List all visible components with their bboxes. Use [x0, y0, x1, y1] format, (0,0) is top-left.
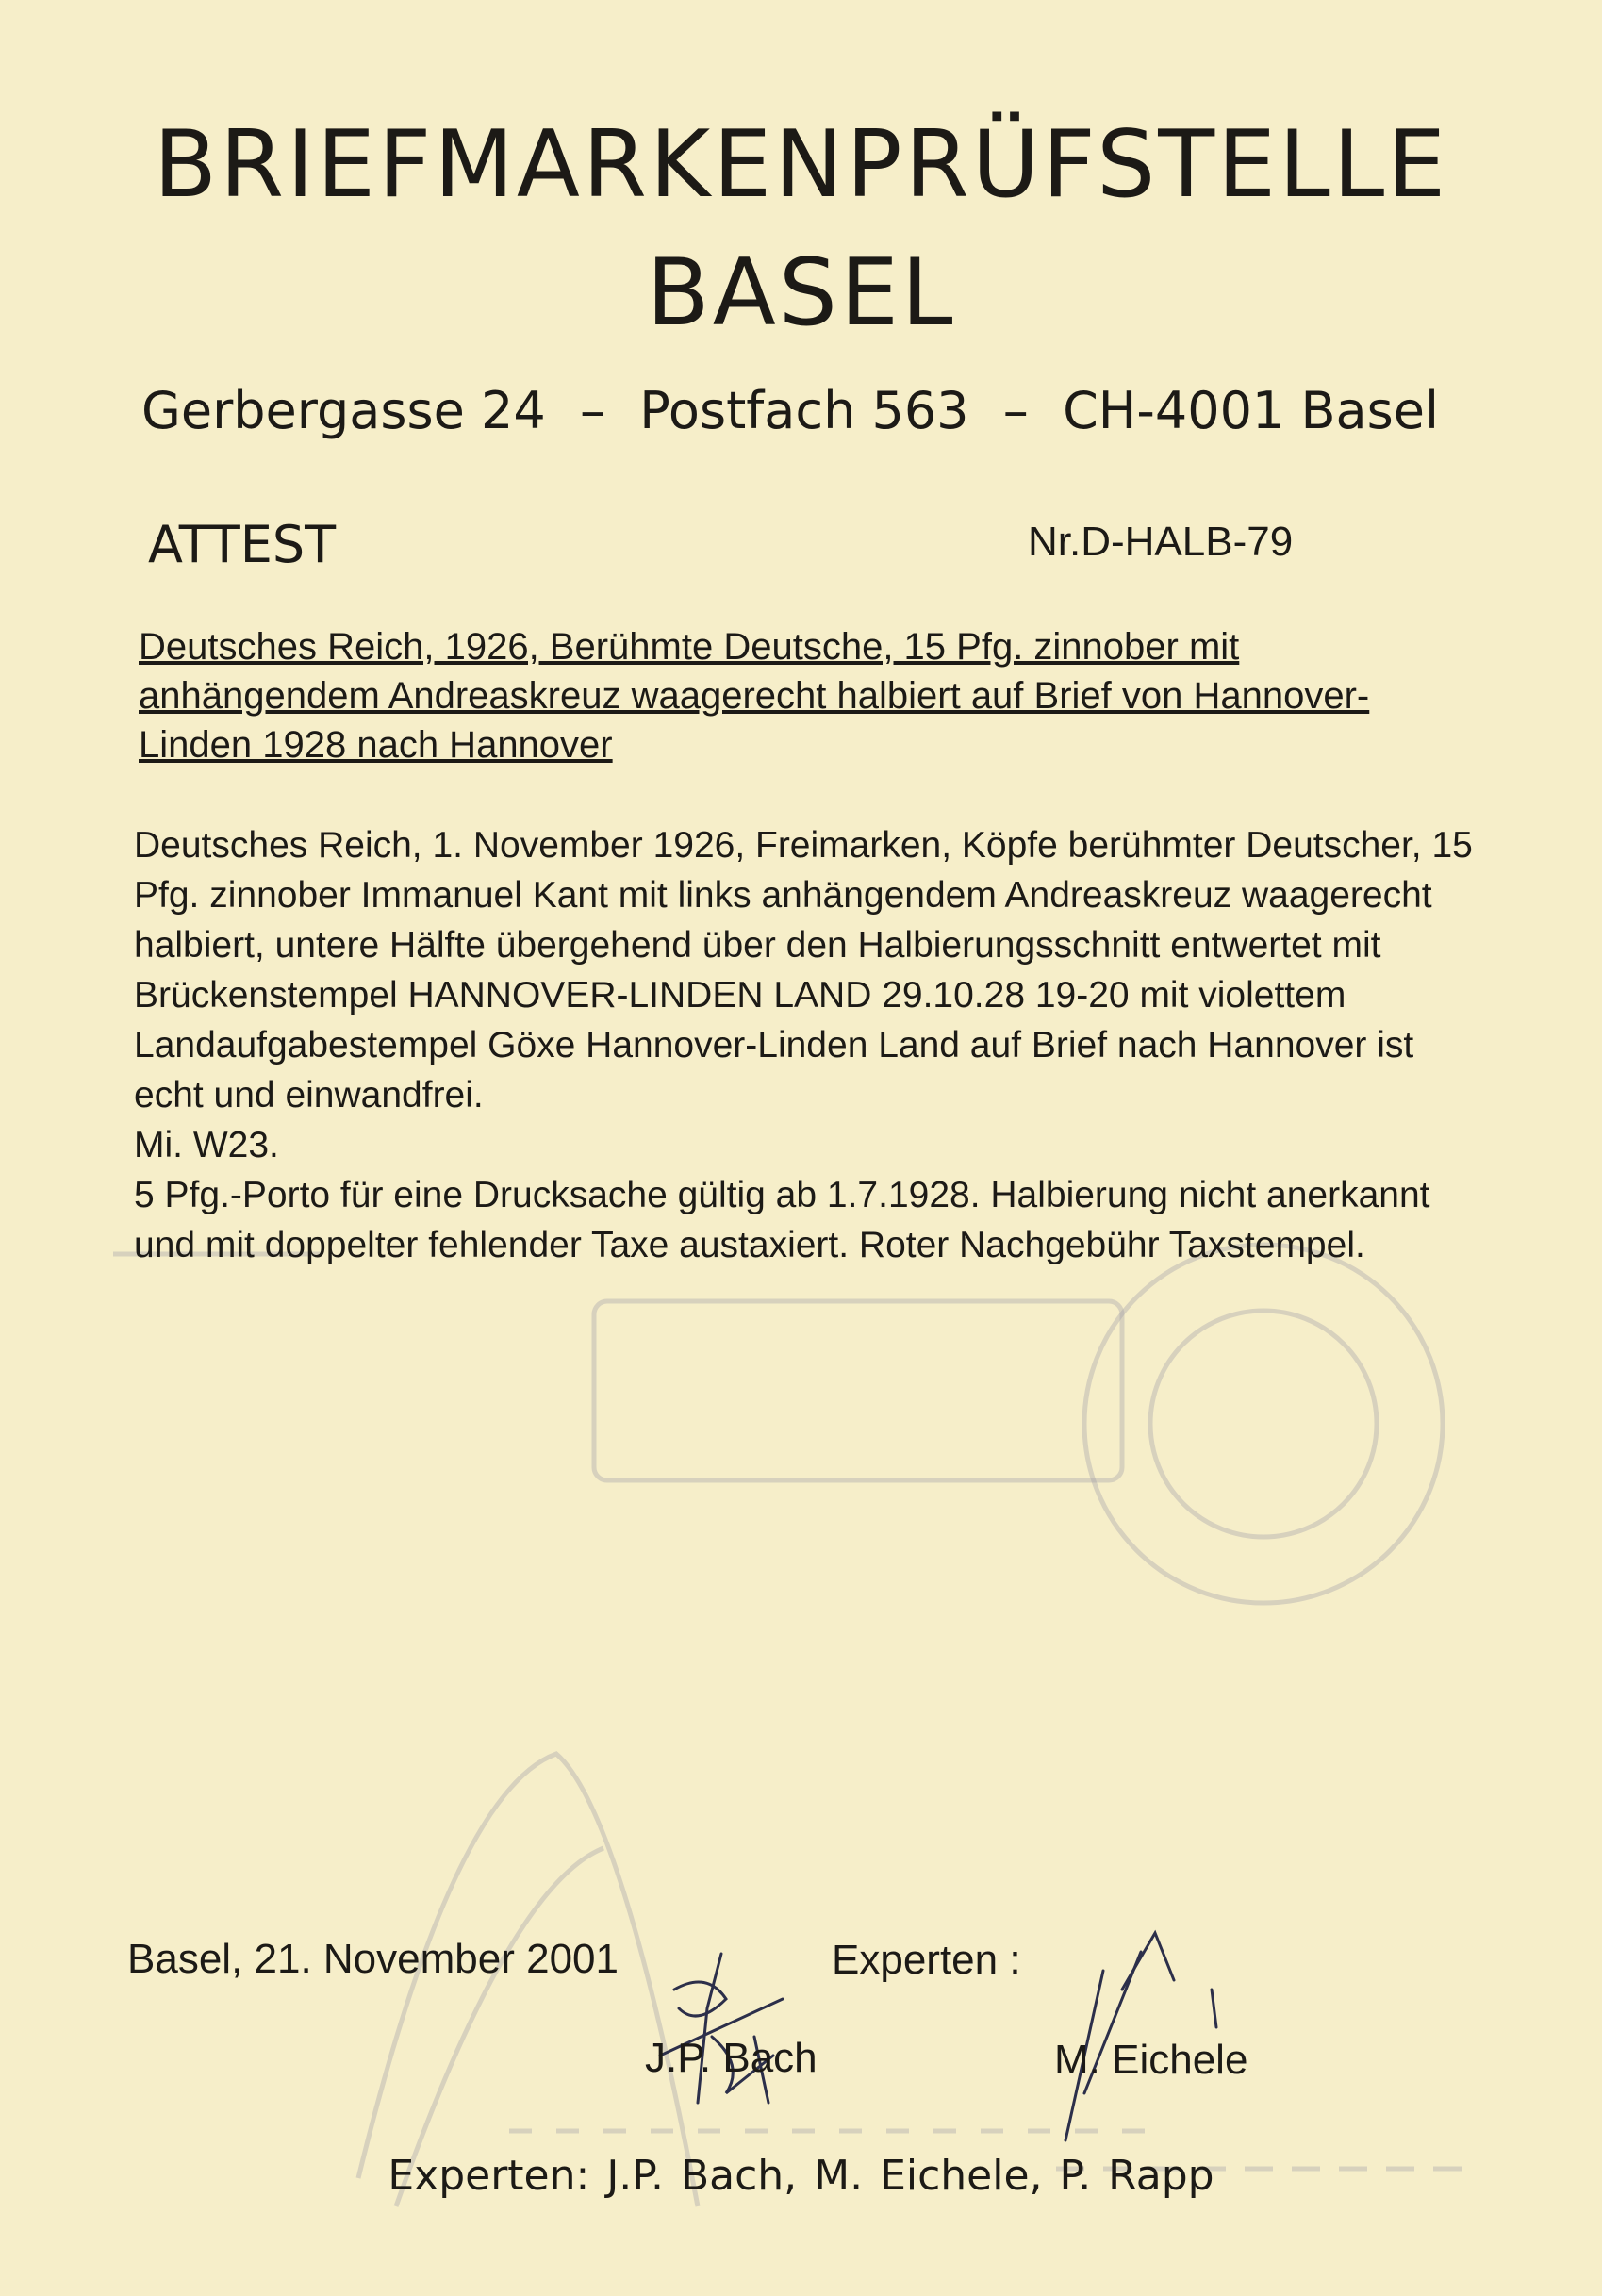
place-date: Basel, 21. November 2001	[127, 1936, 619, 1982]
expert-roster-footer: Experten: J.P. Bach, M. Eichele, P. Rapp	[388, 2152, 1214, 2200]
address-line	[141, 381, 1439, 440]
catalog-reference: Mi. W23.	[134, 1125, 279, 1165]
institute-name: BRIEFMARKENPRÜFSTELLE	[153, 111, 1449, 219]
subject-heading: Deutsches Reich, 1926, Berühmte Deutsche, 15 Pfg. zinnober mit anhängendem Andreaskreuz waagerecht halbiert auf Brief von Hannover-Linden 1928 nach Hannover	[139, 626, 1370, 766]
experts-label: Experten :	[832, 1937, 1021, 1983]
institute-city: BASEL	[646, 240, 956, 347]
expert-eichele-name: M. Eichele	[1054, 2037, 1248, 2083]
bleed-through-stamps	[113, 1226, 1509, 2244]
description-paragraph: Deutsches Reich, 1. November 1926, Freimarken, Köpfe berühmter Deutscher, 15 Pfg. zinnober Immanuel Kant mit links anhängendem Andreaskreuz waagerecht halbiert, untere Hälfte übergehend über den Halbierungsschnitt entwertet mit Brückenstempel HANNOVER-LINDEN LAND 29.10.28 19-20 mit violettem Landaufgabestempel Göxe Hannover-Linden Land auf Brief nach Hannover ist echt und einwandfrei.	[134, 825, 1473, 1115]
address-postbox: Postfach 563	[639, 381, 969, 440]
address-separator: –	[580, 381, 606, 440]
expert-bach-name: J.P. Bach	[645, 2035, 818, 2081]
document-type-label: ATTEST	[148, 515, 337, 574]
postage-note-paragraph: 5 Pfg.-Porto für eine Drucksache gültig ab 1.7.1928. Halbierung nicht anerkannt und mit doppelter fehlender Taxe austaxiert. Roter Nachgebühr Taxstempel.	[134, 1175, 1430, 1265]
signature-bach	[641, 1942, 830, 2122]
address-separator: –	[1002, 381, 1029, 440]
address-street: Gerbergasse 24	[141, 381, 546, 440]
address-postcode-city: CH-4001 Basel	[1063, 381, 1439, 440]
certificate-body	[134, 820, 1473, 1270]
certificate-number: Nr.D-HALB-79	[1028, 519, 1294, 565]
